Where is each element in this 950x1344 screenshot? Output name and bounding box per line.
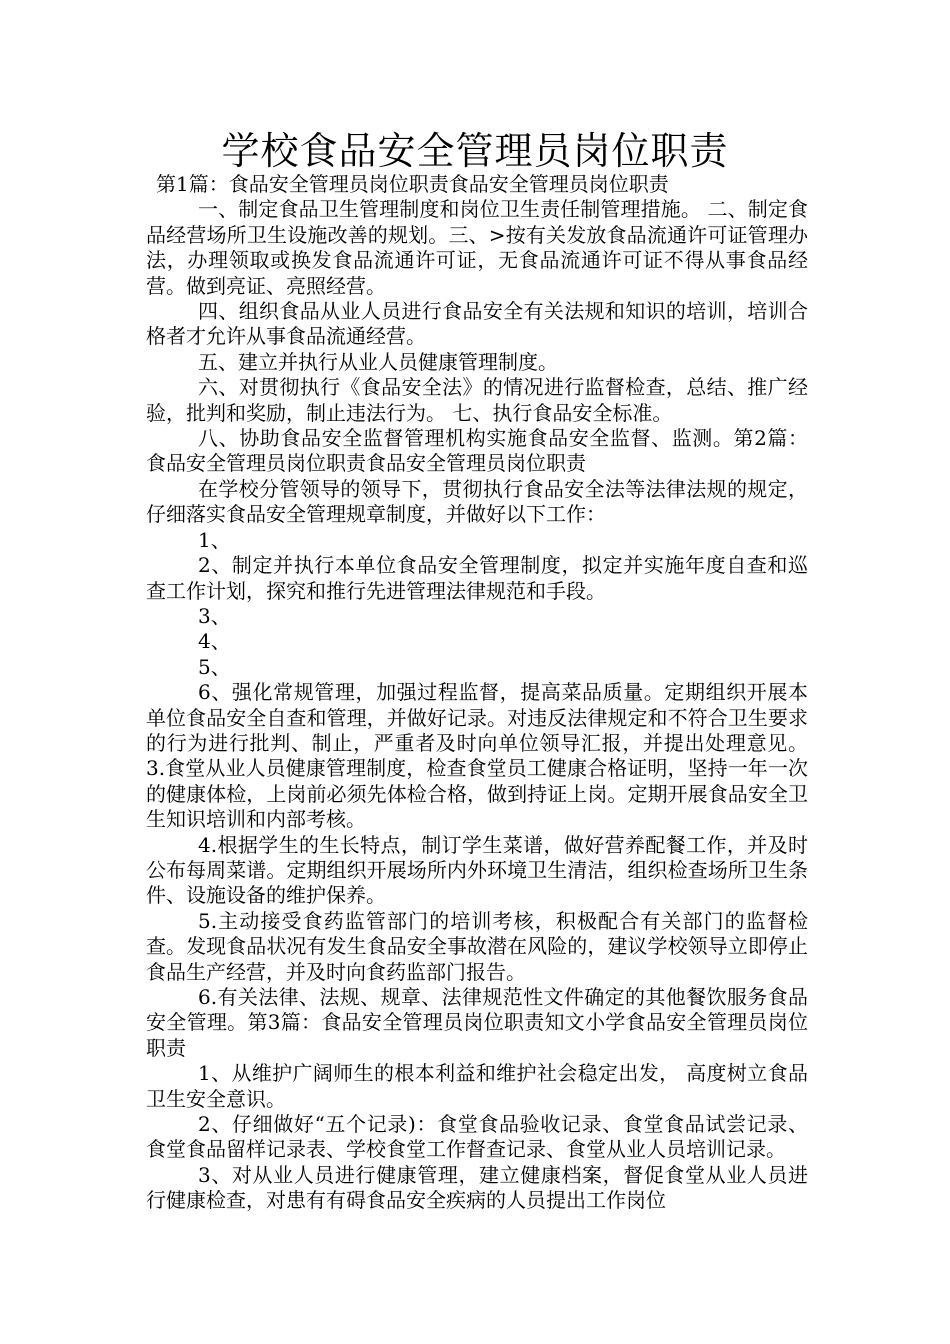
paragraph: 1、 (198, 527, 231, 552)
paragraph: 五、建立并执行从业人员健康管理制度。 (198, 349, 558, 374)
paragraph: 2、仔细做好“五个记录)：食堂食品验收记录、食堂食品试尝记录、食堂食品留样记录表、学校食堂工作督查记录、食堂从业人员培训记录。 (146, 1112, 808, 1162)
paragraph: 6.有关法律、法规、规章、法律规范性文件确定的其他餐饮服务食品安全管理。第3篇：食品安全管理员岗位职责知文小学食品安全管理员岗位职责 (146, 985, 808, 1060)
document-title: 学校食品安全管理员岗位职责 (221, 129, 729, 173)
paragraph: 5、 (198, 654, 231, 679)
paragraph: 3、对从业人员进行健康管理，建立健康档案，督促食堂从业人员进行健康检查，对患有有碍食品安全疾病的人员提出工作岗位 (146, 1162, 808, 1213)
paragraph: 四、组织食品从业人员进行食品安全有关法规和知识的培训，培训合格者才允许从事食品流通经营。 (146, 299, 808, 349)
paragraph-section-1-heading: 第1篇：食品安全管理员岗位职责食品安全管理员岗位职责 (156, 172, 669, 196)
paragraph: 一、制定食品卫生管理制度和岗位卫生责任制管理措施。 二、制定食品经营场所卫生设施改善的规划。三、>按有关发放食品流通许可证管理办法，办理领取或换发食品流通许可证，无食品流通许可证不得从事食品经营。做到亮证、亮照经营。 (146, 197, 808, 298)
paragraph: 八、协助食品安全监督管理机构实施食品安全监督、监测。第2篇：食品安全管理员岗位职责食品安全管理员岗位职责 (146, 426, 808, 476)
paragraph: 在学校分管领导的领导下，贯彻执行食品安全法等法律法规的规定，仔细落实食品安全管理规章制度，并做好以下工作： (146, 476, 808, 527)
paragraph: 1、从维护广阔师生的根本利益和维护社会稳定出发， 高度树立食品卫生安全意识。 (146, 1061, 808, 1111)
paragraph: 3、 (198, 603, 231, 628)
paragraph: 4.根据学生的生长特点，制订学生菜谱，做好营养配餐工作，并及时公布每周菜谱。定期组织开展场所内外环境卫生清洁，组织检查场所卫生条件、设施设备的维护保养。 (146, 832, 808, 908)
paragraph: 6、强化常规管理，加强过程监督，提高菜品质量。定期组织开展本单位食品安全自查和管理，并做好记录。对违反法律规定和不符合卫生要求的行为进行批判、制止，严重者及时向单位领导汇报，并提出处理意见。 3.食堂从业人员健康管理制度，检查食堂员工健康合格证明，坚持一年一次的健康体检，上岗前必须先体检合格，做到持证上岗。定期开展食品安全卫生知识培训和内部考核。 (146, 680, 808, 832)
document-body (146, 172, 808, 1214)
paragraph: 4、 (198, 629, 231, 654)
paragraph: 2、制定并执行本单位食品安全管理制度，拟定并实施年度自查和巡查工作计划，探究和推行先进管理法律规范和手段。 (146, 553, 808, 603)
paragraph: 5.主动接受食药监管部门的培训考核，积极配合有关部门的监督检查。发现食品状况有发生食品安全事故潜在风险的，建议学校领导立即停止食品生产经营，并及时向食药监部门报告。 (146, 908, 808, 984)
paragraph: 六、对贯彻执行《食品安全法》的情况进行监督检查，总结、推广经验，批判和奖励，制止违法行为。 七、执行食品安全标准。 (146, 375, 808, 425)
